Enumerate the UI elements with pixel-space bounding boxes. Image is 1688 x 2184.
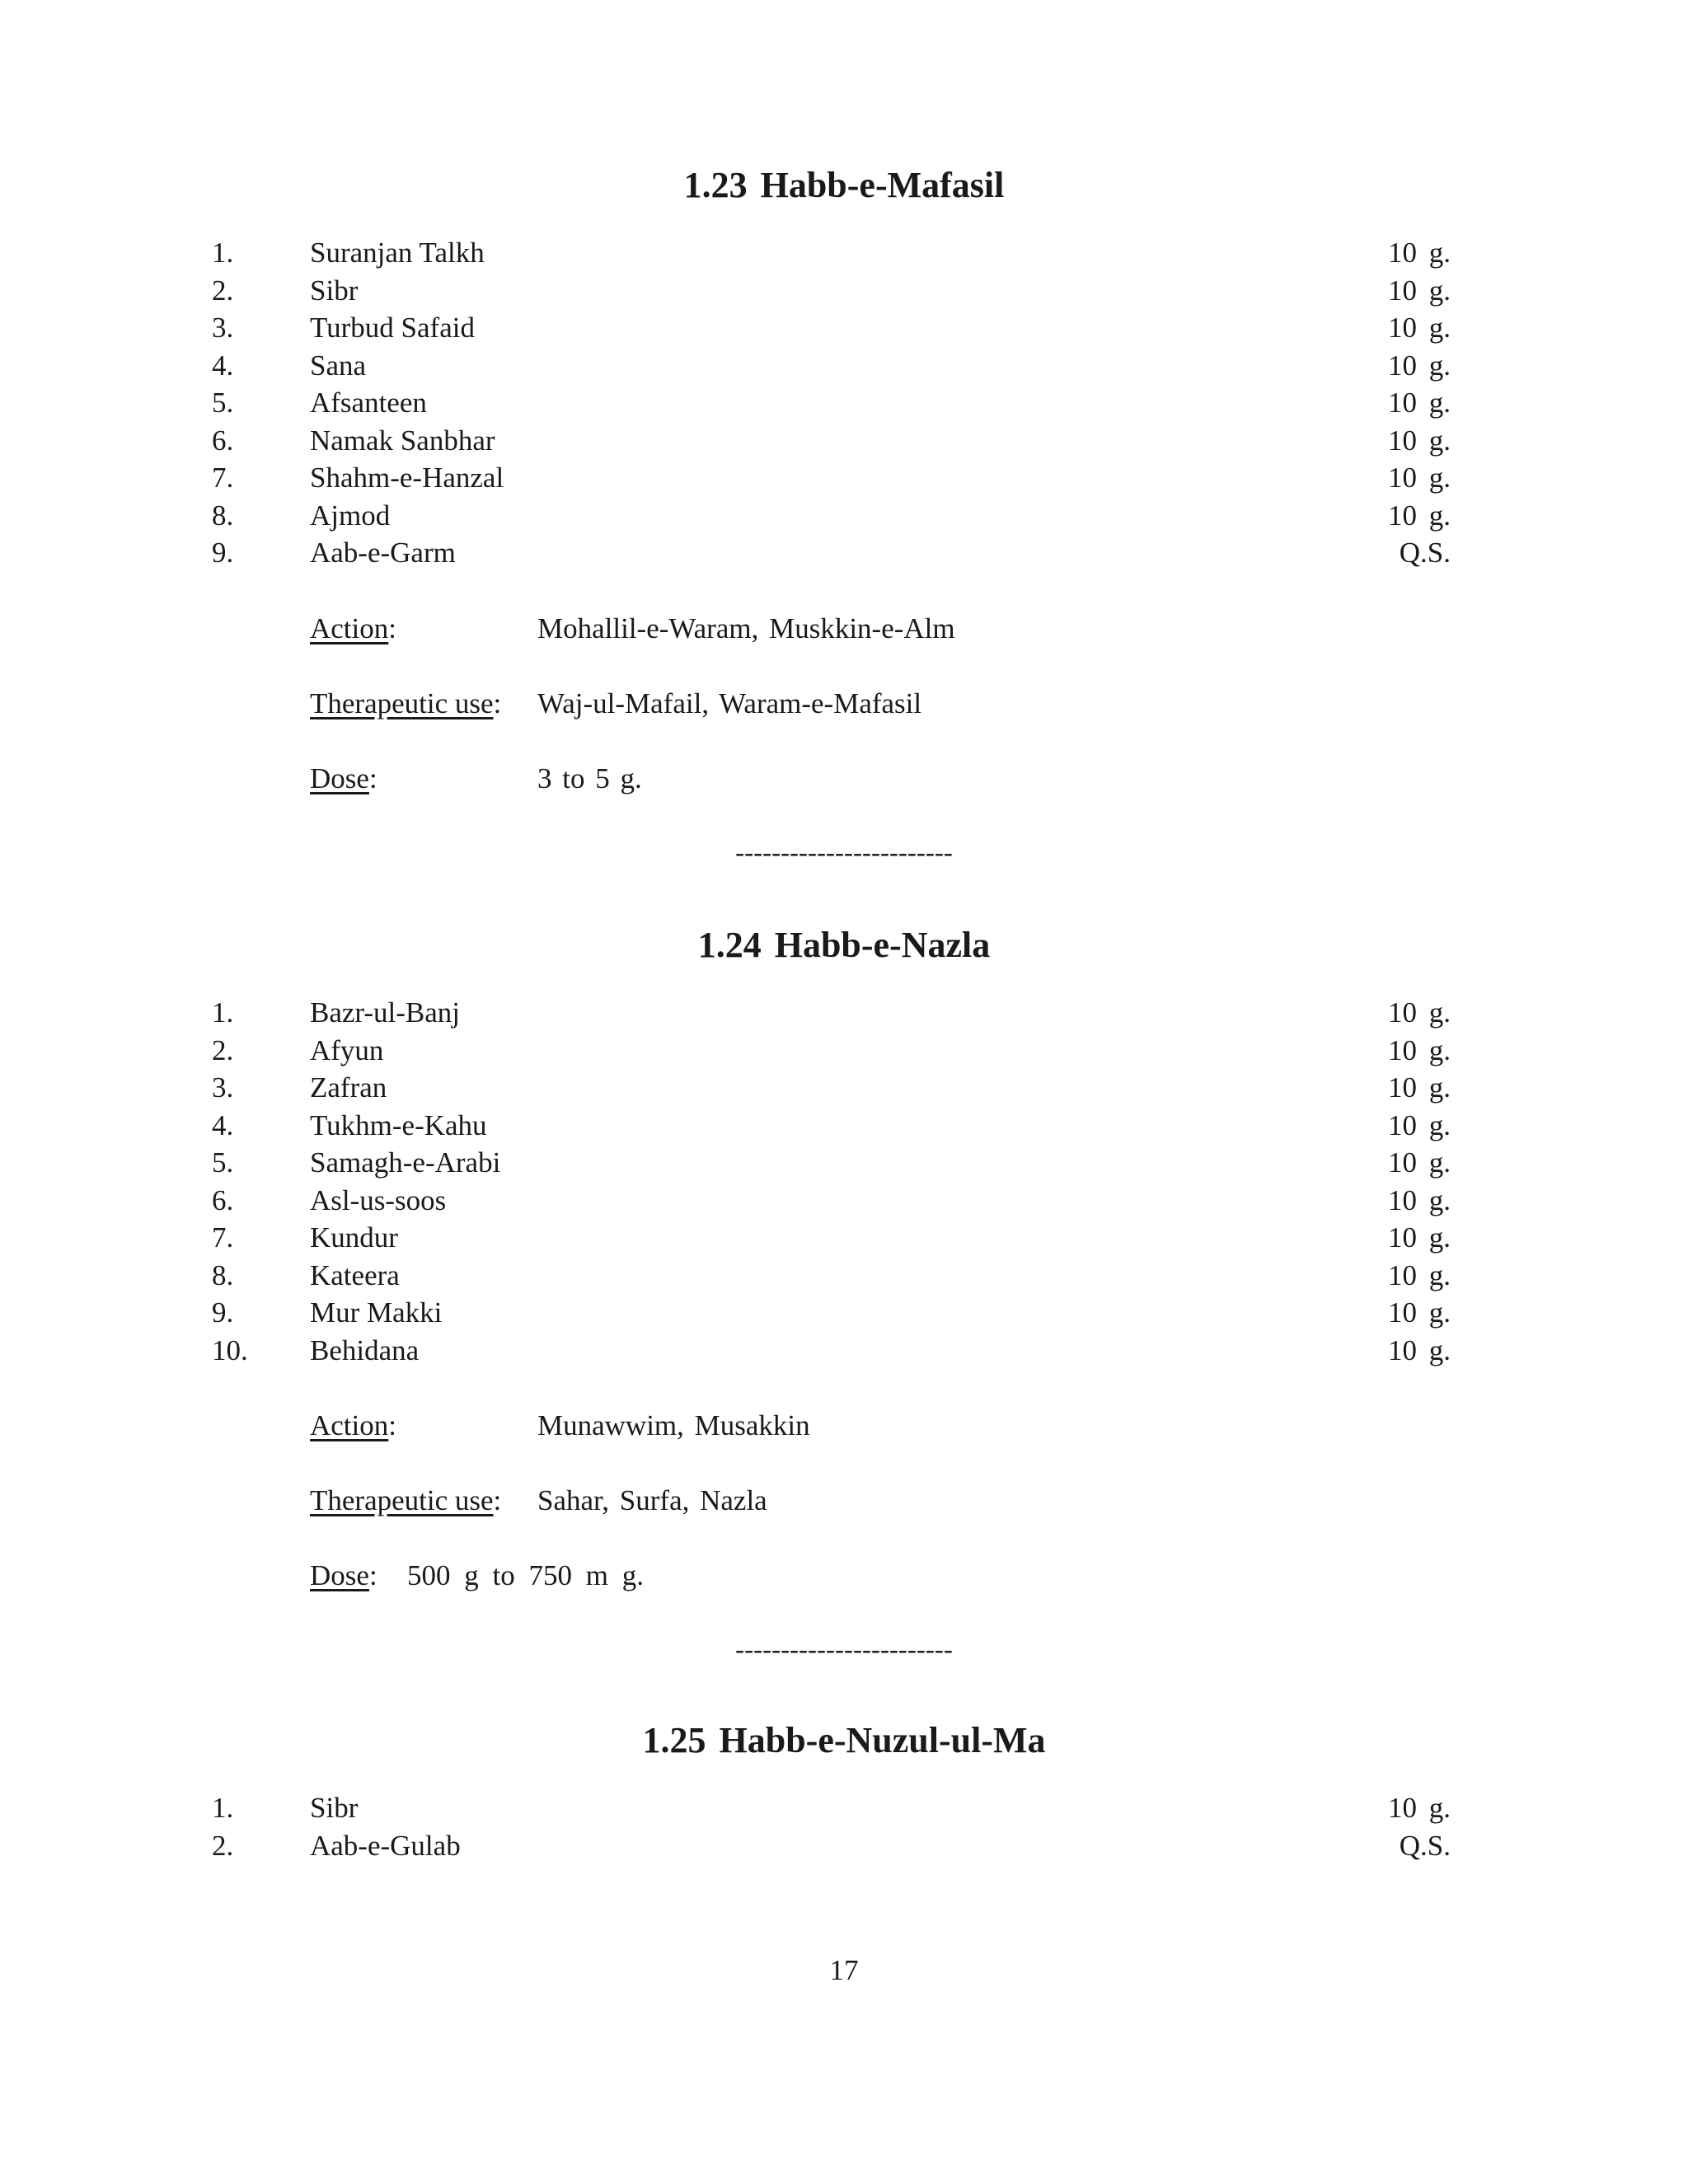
ingredient-list bbox=[0, 1789, 1688, 1864]
ingredient-number: 1. bbox=[212, 1792, 234, 1824]
ingredient-quantity: 10 g. bbox=[1388, 1258, 1451, 1291]
ingredient-name: Mur Makki bbox=[310, 1296, 443, 1329]
ingredient-name: Aab-e-Gulab bbox=[310, 1829, 461, 1862]
properties bbox=[0, 610, 1688, 835]
page-number: 17 bbox=[829, 1954, 859, 1986]
ingredient-quantity: Q.S. bbox=[1399, 1829, 1451, 1862]
section-number: 1.23 bbox=[683, 165, 748, 205]
ingredient-number: 2. bbox=[212, 1829, 234, 1862]
ingredient-number: 5. bbox=[212, 1146, 234, 1179]
ingredient-number: 4. bbox=[212, 1108, 234, 1141]
ingredient-number: 6. bbox=[212, 424, 234, 457]
ingredient-quantity: 10 g. bbox=[1388, 349, 1451, 382]
ingredient-row bbox=[0, 309, 1688, 347]
properties bbox=[0, 1407, 1688, 1632]
ingredient-list bbox=[0, 994, 1688, 1369]
ingredient-row bbox=[0, 422, 1688, 460]
ingredient-name: Behidana bbox=[310, 1333, 420, 1366]
ingredient-quantity: 10 g. bbox=[1388, 499, 1451, 532]
action-row bbox=[0, 1407, 1688, 1482]
ingredient-row bbox=[0, 1069, 1688, 1107]
ingredient-number: 1. bbox=[212, 237, 234, 269]
section-habb-e-mafasil bbox=[0, 157, 1688, 872]
ingredient-name: Aab-e-Garm bbox=[310, 537, 456, 569]
ingredient-row bbox=[0, 1789, 1688, 1827]
ingredient-name: Sibr bbox=[310, 274, 359, 307]
therapeutic-use-value: Sahar, Surfa, Nazla bbox=[537, 1484, 767, 1516]
section-name: Habb-e-Mafasil bbox=[760, 165, 1005, 205]
ingredient-number: 9. bbox=[212, 1296, 234, 1329]
ingredient-quantity: 10 g. bbox=[1388, 274, 1451, 307]
ingredient-number: 3. bbox=[212, 1071, 234, 1104]
ingredient-row bbox=[0, 234, 1688, 272]
ingredient-name: Turbud Safaid bbox=[310, 312, 475, 344]
ingredient-name: Afyun bbox=[310, 1033, 384, 1066]
ingredient-row bbox=[0, 1257, 1688, 1295]
therapeutic-use-row bbox=[0, 1482, 1688, 1557]
ingredient-number: 8. bbox=[212, 1258, 234, 1291]
ingredient-quantity: 10 g. bbox=[1388, 312, 1451, 344]
ingredient-number: 5. bbox=[212, 387, 234, 419]
ingredient-number: 10. bbox=[212, 1333, 248, 1366]
ingredient-row bbox=[0, 1332, 1688, 1370]
ingredient-row bbox=[0, 272, 1688, 310]
ingredient-number: 7. bbox=[212, 1221, 234, 1254]
ingredient-quantity: 10 g. bbox=[1388, 1792, 1451, 1824]
section-separator: ------------------------ bbox=[735, 1635, 953, 1665]
ingredient-number: 6. bbox=[212, 1183, 234, 1216]
section-title bbox=[0, 157, 1688, 214]
ingredient-row bbox=[0, 1144, 1688, 1182]
ingredient-name: Kateera bbox=[310, 1258, 400, 1291]
section-title bbox=[0, 1712, 1688, 1769]
ingredient-name: Asl-us-soos bbox=[310, 1183, 447, 1216]
ingredient-quantity: 10 g. bbox=[1388, 462, 1451, 494]
dose-value: 3 to 5 g. bbox=[537, 762, 642, 794]
section-number: 1.24 bbox=[697, 925, 762, 965]
ingredient-row bbox=[0, 347, 1688, 385]
section-title bbox=[0, 916, 1688, 974]
ingredient-quantity: 10 g. bbox=[1388, 1071, 1451, 1104]
dose-value: 500 g to 750 m g. bbox=[407, 1559, 644, 1591]
ingredient-quantity: Q.S. bbox=[1399, 537, 1451, 569]
ingredient-name: Samagh-e-Arabi bbox=[310, 1146, 501, 1179]
ingredient-quantity: 10 g. bbox=[1388, 387, 1451, 419]
ingredient-number: 8. bbox=[212, 499, 234, 532]
ingredient-row bbox=[0, 534, 1688, 572]
ingredient-number: 3. bbox=[212, 312, 234, 344]
ingredient-quantity: 10 g. bbox=[1388, 1033, 1451, 1066]
section-habb-e-nuzul-ul-ma bbox=[0, 1712, 1688, 1864]
ingredient-row bbox=[0, 1032, 1688, 1070]
ingredient-number: 2. bbox=[212, 274, 234, 307]
ingredient-name: Afsanteen bbox=[310, 387, 427, 419]
action-label: Action: bbox=[310, 612, 396, 644]
ingredient-number: 7. bbox=[212, 462, 234, 494]
ingredient-row bbox=[0, 497, 1688, 535]
action-row bbox=[0, 610, 1688, 685]
ingredient-quantity: 10 g. bbox=[1388, 1221, 1451, 1254]
ingredient-quantity: 10 g. bbox=[1388, 996, 1451, 1029]
ingredient-row bbox=[0, 1107, 1688, 1145]
ingredient-row bbox=[0, 384, 1688, 422]
ingredient-list bbox=[0, 234, 1688, 572]
dose-label: Dose: bbox=[310, 1559, 377, 1591]
therapeutic-use-label: Therapeutic use: bbox=[310, 1484, 502, 1516]
ingredient-quantity: 10 g. bbox=[1388, 1108, 1451, 1141]
dose-label: Dose: bbox=[310, 762, 377, 794]
ingredient-name: Ajmod bbox=[310, 499, 391, 532]
ingredient-name: Kundur bbox=[310, 1221, 398, 1254]
ingredient-quantity: 10 g. bbox=[1388, 1333, 1451, 1366]
ingredient-row bbox=[0, 994, 1688, 1032]
dose-row bbox=[0, 1557, 1688, 1632]
ingredient-name: Sana bbox=[310, 349, 367, 382]
ingredient-number: 1. bbox=[212, 996, 234, 1029]
therapeutic-use-value: Waj-ul-Mafail, Waram-e-Mafasil bbox=[537, 687, 922, 719]
ingredient-row bbox=[0, 1827, 1688, 1865]
action-value: Mohallil-e-Waram, Muskkin-e-Alm bbox=[537, 612, 955, 644]
ingredient-row bbox=[0, 1219, 1688, 1257]
ingredient-quantity: 10 g. bbox=[1388, 1146, 1451, 1179]
therapeutic-use-row bbox=[0, 685, 1688, 760]
ingredient-name: Sibr bbox=[310, 1792, 359, 1824]
ingredient-number: 4. bbox=[212, 349, 234, 382]
dose-row bbox=[0, 760, 1688, 835]
ingredient-name: Shahm-e-Hanzal bbox=[310, 462, 504, 494]
action-label: Action: bbox=[310, 1409, 396, 1441]
section-number: 1.25 bbox=[642, 1720, 706, 1760]
ingredient-name: Zafran bbox=[310, 1071, 387, 1104]
ingredient-row bbox=[0, 459, 1688, 497]
ingredient-name: Namak Sanbhar bbox=[310, 424, 495, 457]
ingredient-quantity: 10 g. bbox=[1388, 1183, 1451, 1216]
section-name: Habb-e-Nazla bbox=[774, 925, 991, 965]
action-value: Munawwim, Musakkin bbox=[537, 1409, 810, 1441]
ingredient-number: 9. bbox=[212, 537, 234, 569]
ingredient-row bbox=[0, 1294, 1688, 1332]
ingredient-row bbox=[0, 1182, 1688, 1220]
therapeutic-use-label: Therapeutic use: bbox=[310, 687, 502, 719]
ingredient-quantity: 10 g. bbox=[1388, 424, 1451, 457]
section-separator: ------------------------ bbox=[735, 837, 953, 868]
section-habb-e-nazla bbox=[0, 916, 1688, 1669]
ingredient-quantity: 10 g. bbox=[1388, 237, 1451, 269]
ingredient-name: Suranjan Talkh bbox=[310, 237, 485, 269]
ingredient-name: Tukhm-e-Kahu bbox=[310, 1108, 487, 1141]
ingredient-number: 2. bbox=[212, 1033, 234, 1066]
section-name: Habb-e-Nuzul-ul-Ma bbox=[719, 1720, 1046, 1760]
ingredient-name: Bazr-ul-Banj bbox=[310, 996, 461, 1029]
ingredient-quantity: 10 g. bbox=[1388, 1296, 1451, 1329]
